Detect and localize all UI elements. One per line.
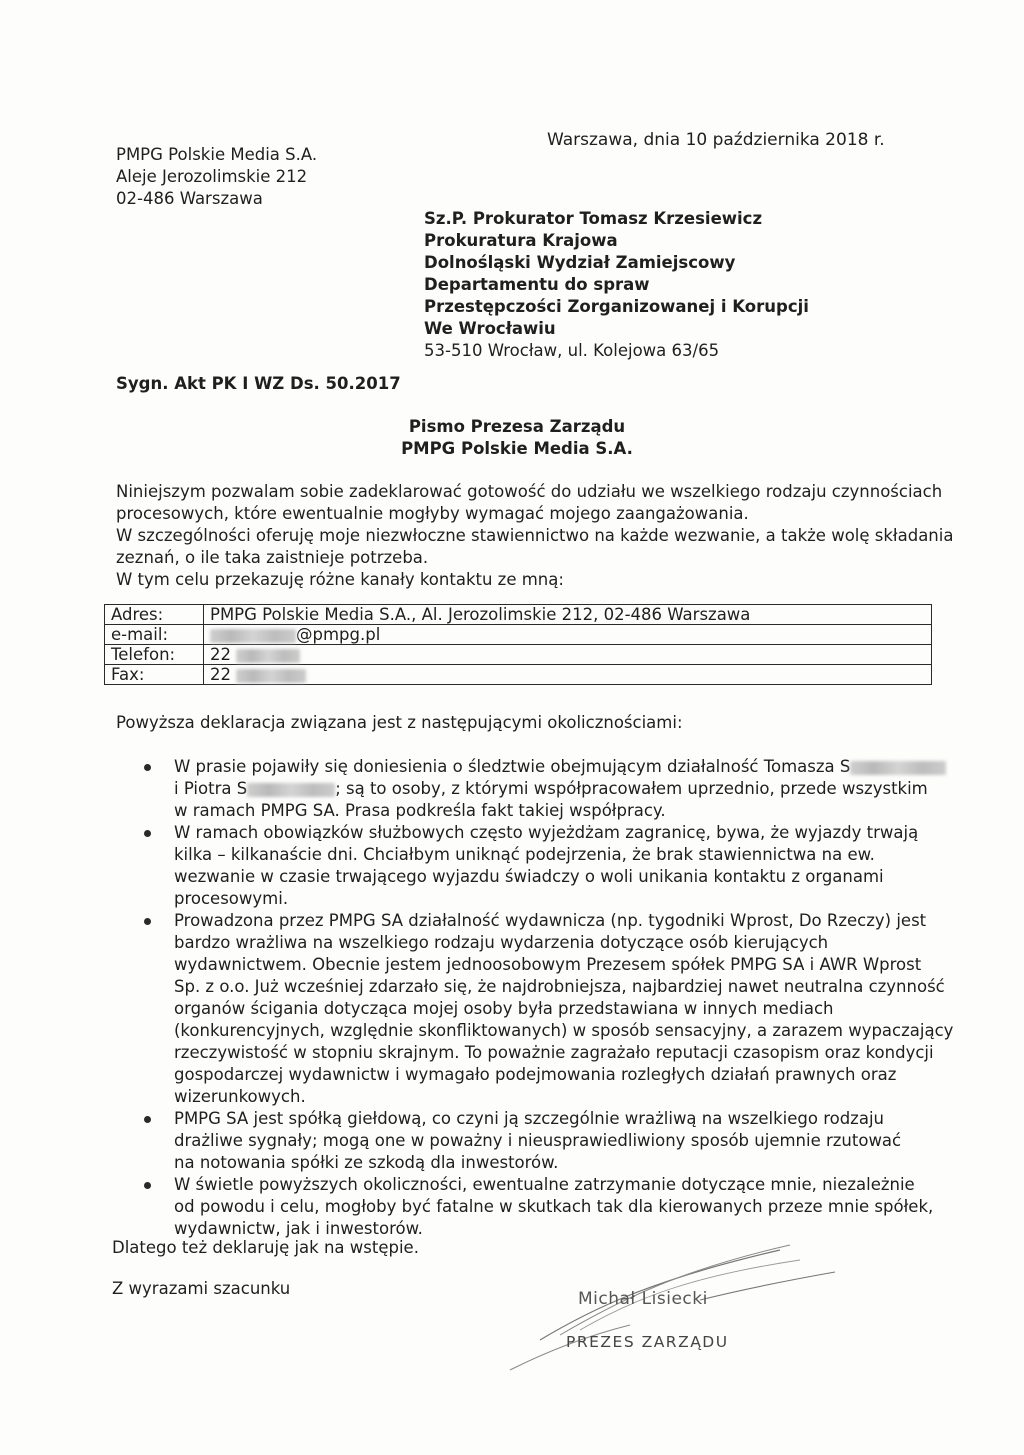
list-line: gospodarczej wydawnictw i wymagało podejmowania rozległych działań prawnych oraz: [174, 1065, 897, 1084]
intro-paragraph: [116, 481, 953, 591]
closing-statement: Dlatego też deklaruję jak na wstępie.: [112, 1238, 419, 1257]
table-row: [105, 665, 932, 685]
recipient-block: [424, 208, 809, 362]
contact-value: [204, 665, 932, 685]
list-line: wydawnictw, jak i inwestorów.: [174, 1219, 423, 1238]
contact-label: Adres:: [105, 605, 204, 625]
fax-value: 22: [210, 665, 231, 684]
list-line: w ramach PMPG SA. Prasa podkreśla fakt takiej współpracy.: [174, 801, 666, 820]
contact-value: [204, 605, 932, 625]
recipient-address: 53-510 Wrocław, ul. Kolejowa 63/65: [424, 341, 720, 360]
intro-line: W szczególności oferuję moje niezwłoczne stawiennictwo na każde wezwanie, a także wolę składania: [116, 526, 954, 545]
address-value: PMPG Polskie Media S.A., Al. Jerozolimskie 212, 02-486 Warszawa: [210, 605, 751, 624]
redacted-blur: [850, 761, 946, 775]
recipient-line: Sz.P. Prokurator Tomasz Krzesiewicz: [424, 209, 763, 228]
list-item: [140, 1108, 940, 1174]
sender-block: [116, 144, 317, 210]
contact-value: [204, 645, 932, 665]
signature-title: PREZES ZARZĄDU: [566, 1333, 729, 1351]
list-line: (konkurencyjnych, względnie skonfliktowanych) w sposób sensacyjny, a zarazem wypaczający: [174, 1021, 954, 1040]
list-item: [140, 756, 940, 822]
table-row: [105, 605, 932, 625]
list-line: wydawnictwem. Obecnie jestem jednoosobowym Prezesem spółek PMPG SA i AWR Wprost: [174, 955, 922, 974]
case-reference: Sygn. Akt PK I WZ Ds. 50.2017: [116, 374, 401, 393]
sender-line: 02-486 Warszawa: [116, 189, 263, 208]
list-text: ; są to osoby, z którymi współpracowałem uprzednio, przede wszystkim: [335, 779, 928, 798]
signature-name: Michał Lisiecki: [578, 1289, 708, 1309]
letter-date: Warszawa, dnia 10 października 2018 r.: [547, 130, 885, 150]
list-line: organów ścigania dotycząca mojej osoby była przedstawiana w innych mediach: [174, 999, 834, 1018]
table-row: [105, 625, 932, 645]
table-row: [105, 645, 932, 665]
list-line: rzeczywistość w stopniu skrajnym. To poważnie zagrażało reputacji czasopism oraz kondycji: [174, 1043, 934, 1062]
list-text: W prasie pojawiły się doniesienia o śledztwie obejmującym działalność Tomasza S: [174, 757, 851, 776]
intro-line: zeznań, o ile taka zaistnieje potrzeba.: [116, 548, 429, 567]
contact-label: e-mail:: [105, 625, 204, 645]
intro-line: W tym celu przekazuję różne kanały kontaktu ze mną:: [116, 570, 564, 589]
intro-line: Niniejszym pozwalam sobie zadeklarować gotowość do udziału we wszelkiego rodzaju czynnościach: [116, 482, 943, 501]
email-value: @pmpg.pl: [296, 625, 381, 644]
list-line: W ramach obowiązków służbowych często wyjeżdżam zagranicę, bywa, że wyjazdy trwają: [174, 823, 919, 842]
heading-line: PMPG Polskie Media S.A.: [401, 439, 633, 458]
bullet-icon: [144, 1182, 151, 1189]
list-line: bardzo wrażliwa na wszelkiego rodzaju wydarzenia dotyczące osób kierujących: [174, 933, 829, 952]
list-line: kilka – kilkanaście dni. Chciałbym uniknąć podejrzenia, że brak stawiennictwa na ew.: [174, 845, 875, 864]
redacted-blur: [210, 629, 296, 643]
circumstances-list: [140, 756, 954, 1240]
list-line: PMPG SA jest spółką giełdową, co czyni ją szczególnie wrażliwą na wszelkiego rodzaju: [174, 1109, 884, 1128]
list-line: wizerunkowych.: [174, 1087, 306, 1106]
list-line: W świetle powyższych okoliczności, ewentualne zatrzymanie dotyczące mnie, niezależnie: [174, 1175, 915, 1194]
list-line: od powodu i celu, mogłoby być fatalne w skutkach tak dla kierowanych przeze mnie spółek,: [174, 1197, 934, 1216]
recipient-line: Dolnośląski Wydział Zamiejscowy: [424, 253, 736, 272]
redacted-blur: [247, 783, 335, 797]
contact-table: [104, 604, 932, 685]
list-line: drażliwe sygnały; mogą one w poważny i nieusprawiedliwiony sposób ujemnie rzutować: [174, 1131, 902, 1150]
list-line: [174, 778, 940, 800]
letter-heading: [0, 416, 1024, 460]
recipient-line: Departamentu do spraw: [424, 275, 650, 294]
recipient-line: We Wrocławiu: [424, 319, 556, 338]
bullet-icon: [144, 918, 151, 925]
handwritten-signature: [500, 1240, 840, 1380]
bullet-icon: [144, 1116, 151, 1123]
intro-line: procesowych, które ewentualnie mogłyby wymagać mojego zaangażowania.: [116, 504, 749, 523]
contact-value: [204, 625, 932, 645]
contact-label: Telefon:: [105, 645, 204, 665]
list-item: [140, 910, 954, 1108]
list-line: [174, 756, 940, 778]
list-item: [140, 822, 940, 910]
declaration-intro: Powyższa deklaracja związana jest z następującymi okolicznościami:: [116, 713, 683, 732]
redacted-blur: [236, 649, 300, 663]
list-line: wezwanie w czasie trwającego wyjazdu świadczy o woli unikania kontaktu z organami: [174, 867, 884, 886]
sender-line: PMPG Polskie Media S.A.: [116, 145, 318, 164]
phone-value: 22: [210, 645, 231, 664]
bullet-icon: [144, 830, 151, 837]
closing-salutation: Z wyrazami szacunku: [112, 1279, 291, 1298]
list-text: i Piotra S: [174, 779, 248, 798]
recipient-line: Prokuratura Krajowa: [424, 231, 618, 250]
heading-line: Pismo Prezesa Zarządu: [408, 417, 626, 436]
list-line: na notowania spółki ze szkodą dla inwestorów.: [174, 1153, 559, 1172]
bullet-icon: [144, 764, 151, 771]
list-item: [140, 1174, 940, 1240]
sender-line: Aleje Jerozolimskie 212: [116, 167, 308, 186]
list-line: procesowymi.: [174, 889, 289, 908]
list-line: Prowadzona przez PMPG SA działalność wydawnicza (np. tygodniki Wprost, Do Rzeczy) jest: [174, 911, 927, 930]
recipient-line: Przestępczości Zorganizowanej i Korupcji: [424, 297, 809, 316]
redacted-blur: [236, 669, 306, 683]
contact-label: Fax:: [105, 665, 204, 685]
list-line: Sp. z o.o. Już wcześniej zdarzało się, że najdrobniejsza, najbardziej nawet neutralna czynność: [174, 977, 945, 996]
